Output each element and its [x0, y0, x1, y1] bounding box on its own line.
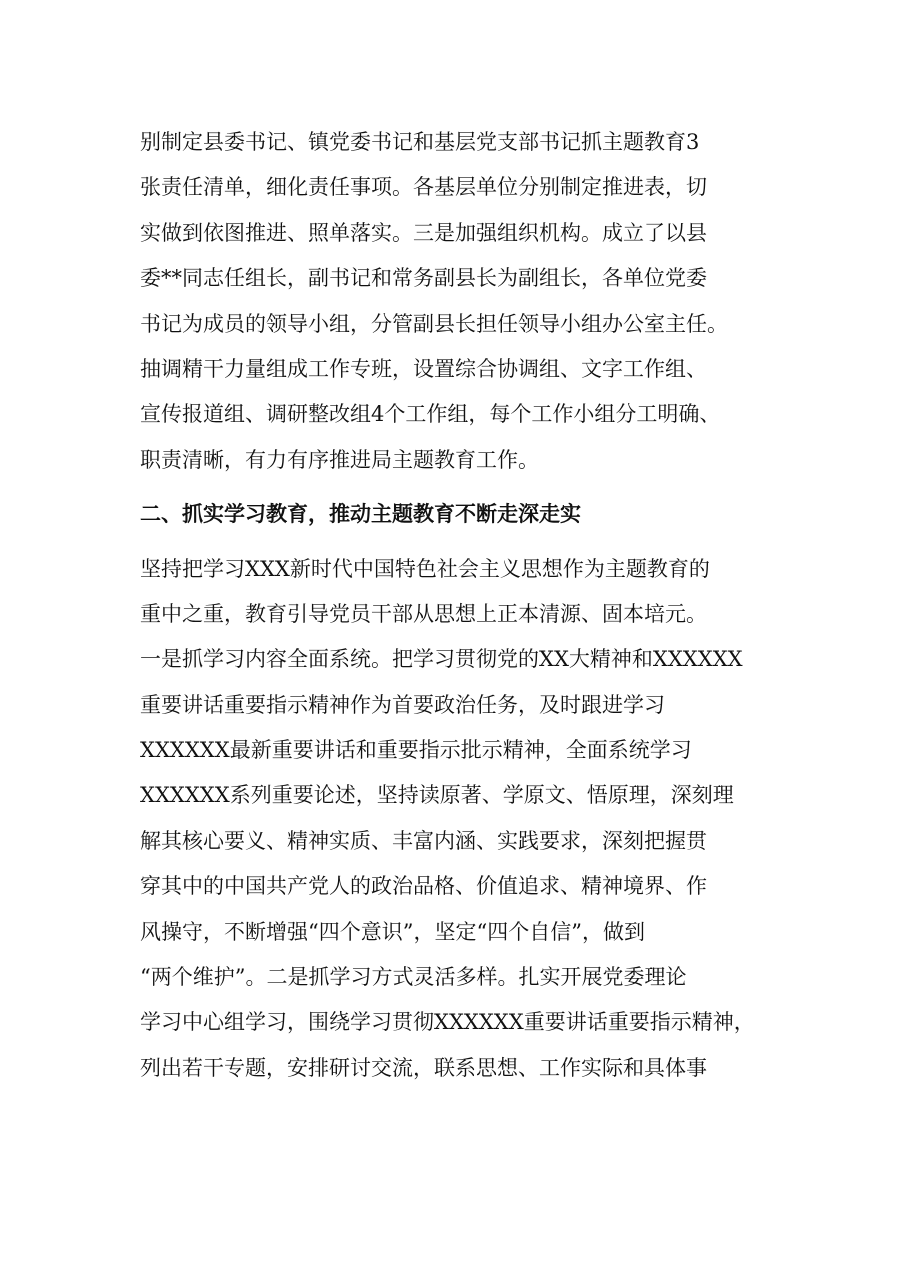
paragraph-line: XXXXXX系列重要论述，坚持读原著、学原文、悟原理，深刻理 [140, 783, 734, 808]
section-heading: 二、抓实学习教育，推动主题教育不断走深走实 [140, 502, 581, 527]
paragraph-line: 学习中心组学习，围绕学习贯彻XXXXXX重要讲话重要指示精神， [140, 1010, 755, 1035]
paragraph-line: XXXXXX最新重要讲话和重要指示批示精神，全面系统学习 [140, 738, 692, 763]
paragraph-line: 重中之重，教育引导党员干部从思想上正本清源、固本培元。 [140, 601, 707, 626]
paragraph-line: 宣传报道组、调研整改组4个工作组，每个工作小组分工明确、 [140, 402, 721, 427]
paragraph-line: 书记为成员的领导小组，分管副县长担任领导小组办公室主任。 [140, 311, 728, 336]
paragraph-2 [140, 547, 780, 1092]
paragraph-line: 张责任清单，细化责任事项。各基层单位分别制定推进表，切 [140, 175, 707, 200]
paragraph-line: 重要讲话重要指示精神作为首要政治任务，及时跟进学习 [140, 692, 665, 717]
paragraph-line: 解其核心要义、精神实质、丰富内涵、实践要求，深刻把握贯 [140, 828, 707, 853]
paragraph-line: 风操守，不断增强“四个意识”，坚定“四个自信”，做到 [140, 919, 645, 944]
paragraph-line: 实做到依图推进、照单落实。三是加强组织机构。成立了以县 [140, 220, 707, 245]
paragraph-line: 别制定县委书记、镇党委书记和基层党支部书记抓主题教育3 [140, 130, 700, 154]
paragraph-line: 一是抓学习内容全面系统。把学习贯彻党的XX大精神和XXXXXX [140, 647, 743, 672]
paragraph-line: “两个维护”。二是抓学习方式灵活多样。扎实开展党委理论 [140, 965, 687, 990]
paragraph-line: 抽调精干力量组成工作专班，设置综合协调组、文字工作组、 [140, 356, 707, 381]
paragraph-line: 委**同志任组长，副书记和常务副县长为副组长，各单位党委 [140, 266, 707, 291]
paragraph-line: 穿其中的中国共产党人的政治品格、价值追求、精神境界、作 [140, 874, 707, 899]
paragraph-line: 职责清晰，有力有序推进局主题教育工作。 [140, 447, 539, 472]
paragraph-line: 列出若干专题，安排研讨交流，联系思想、工作实际和具体事 [140, 1055, 707, 1080]
paragraph-line: 坚持把学习XXX新时代中国特色社会主义思想作为主题教育的 [140, 556, 710, 581]
document-body [140, 120, 780, 1091]
paragraph-1 [140, 120, 780, 483]
